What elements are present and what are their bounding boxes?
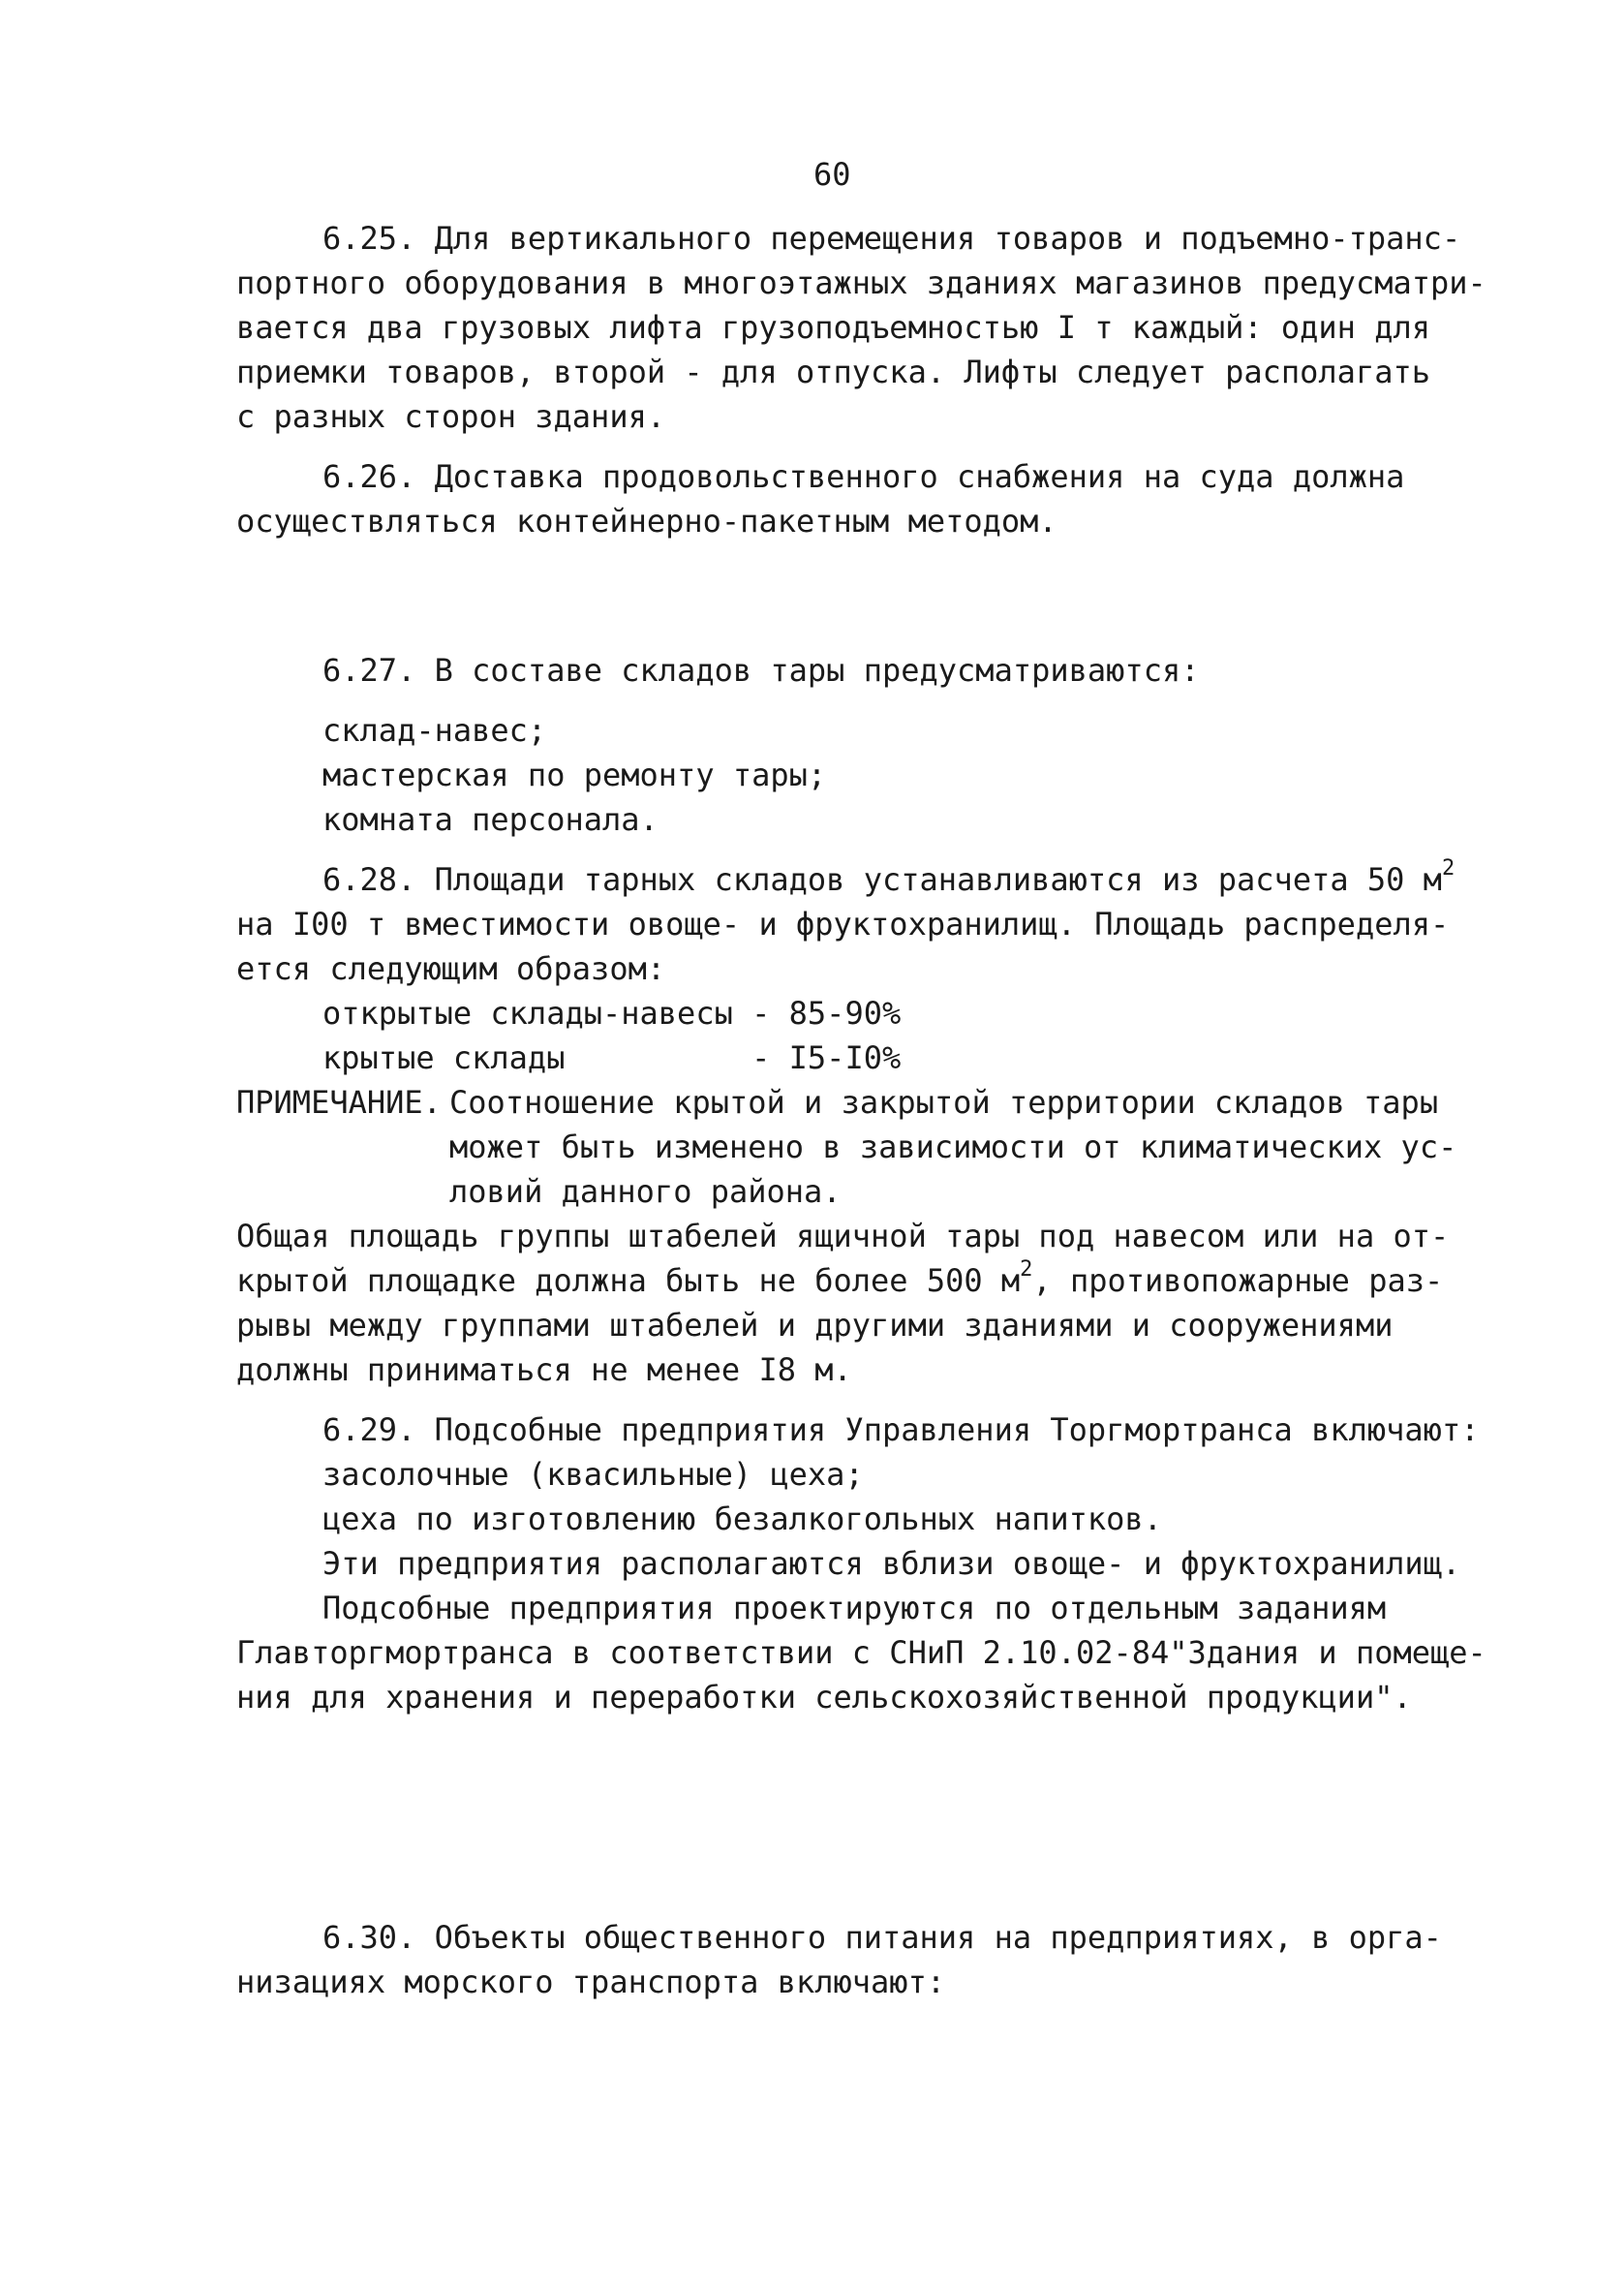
paragraph-6-25-line-4: приемки товаров, второй - для отпуска. Лифты следует располагать (236, 354, 1430, 390)
paragraph-6-29-line-4: Эти предприятия располагаются вблизи овоще- и фруктохранилищ. (322, 1545, 1461, 1582)
note-line: может быть изменено в зависимости от климатических ус- (449, 1129, 1457, 1165)
paragraph-6-29-line-2: засолочные (квасильные) цеха; (322, 1456, 864, 1493)
paragraph-6-28-line-2: на I00 т вместимости овоще- и фруктохранилищ. Площадь распределя- (236, 906, 1450, 943)
paragraph-6-27-item: склад-навес; (322, 712, 547, 749)
superscript: 2 (1020, 1257, 1033, 1283)
paragraph-6-29-line-7: ния для хранения и переработки сельскохозяйственной продукции". (236, 1679, 1412, 1716)
paragraph-6-29-line-5: Подсобные предприятия проектируются по отдельным заданиям (322, 1590, 1387, 1626)
paragraph-6-26-line-2: осуществляться контейнерно-пакетным методом. (236, 503, 1057, 540)
paragraph-6-27-item: комната персонала. (322, 801, 659, 838)
paragraph-6-25-line-1: 6.25. Для вертикального перемещения товаров и подъемно-транс- (322, 220, 1461, 257)
distribution-row-open: открытые склады-навесы - 85-90% (322, 995, 902, 1032)
paragraph-6-29-line-1: 6.29. Подсобные предприятия Управления Торгмортранса включают: (322, 1411, 1480, 1448)
note-line: ловий данного района. (449, 1173, 842, 1210)
paragraph-6-28-extra-4: должны приниматься не менее I8 м. (236, 1351, 852, 1388)
paragraph-6-29-line-6: Главторгмортранса в соответствии с СНиП 2.10.02-84"Здания и помеще- (236, 1634, 1486, 1671)
paragraph-6-27-item: мастерская по ремонту тары; (322, 757, 827, 793)
paragraph-6-30-line-1: 6.30. Объекты общественного питания на предприятиях, в орга- (322, 1919, 1442, 1956)
paragraph-6-25-line-2: портного оборудования в многоэтажных зданиях магазинов предусматри- (236, 264, 1486, 301)
paragraph-6-28-extra-3: рывы между группами штабелей и другими зданиями и сооружениями (236, 1307, 1394, 1344)
paragraph-6-25-line-5: с разных сторон здания. (236, 398, 666, 435)
note-label: ПРИМЕЧАНИЕ. (236, 1084, 442, 1121)
paragraph-6-29-line-3: цеха по изготовлению безалкогольных напитков. (322, 1500, 1162, 1537)
paragraph-6-28-extra-1: Общая площадь группы штабелей ящичной тары под навесом или на от- (236, 1218, 1450, 1254)
paragraph-6-25-line-3: вается два грузовых лифта грузоподъемностью I т каждый: один для (236, 309, 1430, 346)
paragraph-6-27-intro: 6.27. В составе складов тары предусматриваются: (322, 652, 1200, 689)
paragraph-6-28-line-3: ется следующим образом: (236, 950, 666, 987)
superscript: 2 (1441, 856, 1455, 882)
paragraph-6-30-line-2: низациях морского транспорта включают: (236, 1964, 946, 2000)
distribution-row-covered: крытые склады - I5-I0% (322, 1039, 902, 1076)
note-line: Соотношение крытой и закрытой территории складов тары (449, 1084, 1439, 1121)
paragraph-6-28-line-1: 6.28. Площади тарных складов устанавливаются из расчета 50 $м^2$ (322, 856, 1455, 898)
paragraph-6-28-extra-2: крытой площадке должна быть не более 500 $м^2$, противопожарные раз- (236, 1257, 1444, 1299)
paragraph-6-26-line-1: 6.26. Доставка продовольственного снабжения на суда должна (322, 458, 1405, 495)
page-number: 60 (813, 156, 851, 193)
